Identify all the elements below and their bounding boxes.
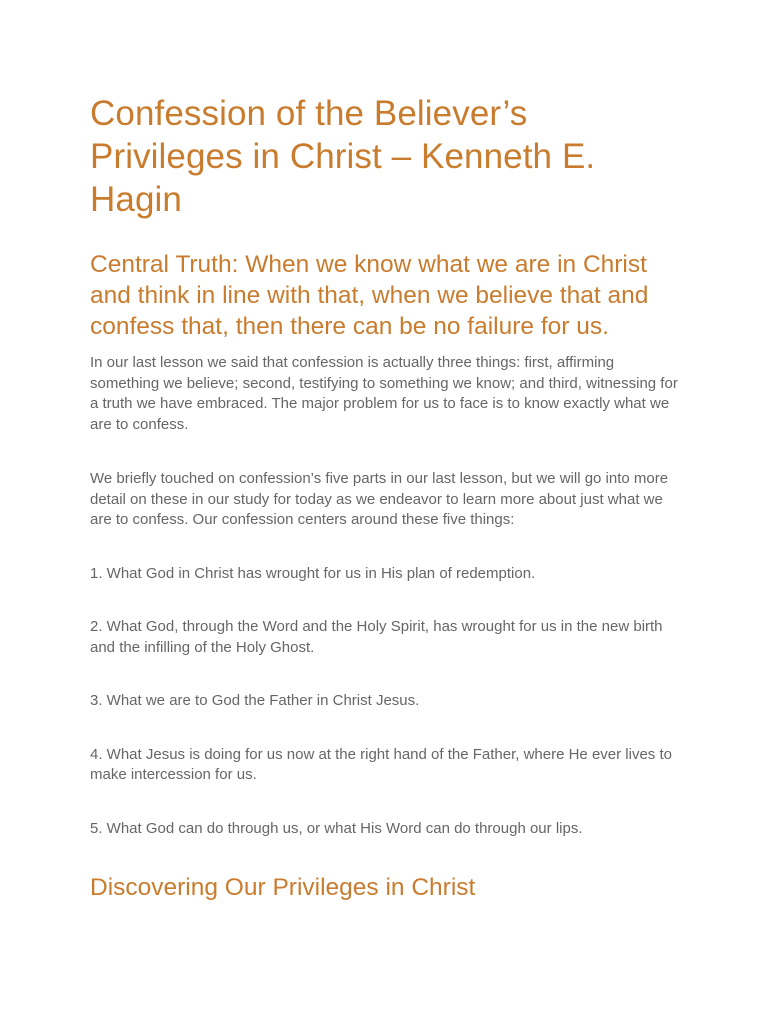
five-parts-paragraph: We briefly touched on confession’s five parts in our last lesson, but we will go into more detail on these in our study for today as we endeavor to learn more about just what we are to confess. Our confession centers around these five things: (90, 470, 669, 528)
intro-paragraph: In our last lesson we said that confession is actually three things: first, affirming something we believe; second, testifying to something we know; and third, witnessing for a truth we have embraced. The major problem for us to face is to know exactly what we are to confess. (90, 354, 678, 433)
central-truth-heading: Central Truth: When we know what we are in Christ and think in line with that, when we believe that and confess that, then there can be no failure for us. (90, 251, 649, 340)
list-item: 1. What God in Christ has wrought for us in His plan of redemption. (90, 564, 536, 582)
section-heading: Discovering Our Privileges in Christ (90, 874, 476, 901)
list-item: 3. What we are to God the Father in Christ Jesus. (90, 692, 420, 709)
document-title: Confession of the Believer’s Privileges in Christ – Kenneth E. Hagin (90, 94, 596, 219)
list-item: 4. What Jesus is doing for us now at the right hand of the Father, where He ever lives to make intercession for us. (90, 745, 672, 783)
list-item: 5. What God can do through us, or what His Word can do through our lips. (90, 819, 583, 837)
list-item: 2. What God, through the Word and the Holy Spirit, has wrought for us in the new birth and the infilling of the Holy Ghost. (90, 618, 663, 656)
